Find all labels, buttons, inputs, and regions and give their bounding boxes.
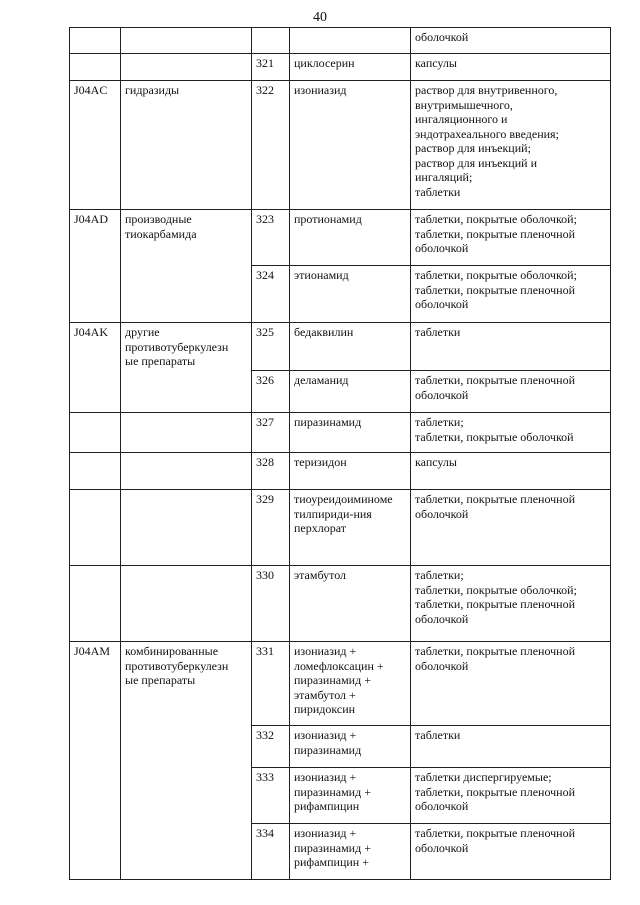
atc-code-cell <box>70 54 121 81</box>
drug-name-cell: изониазид <box>290 81 411 210</box>
group-cell <box>121 413 252 453</box>
drug-name-cell: тиоуреидоиминоме тилпириди-ния перхлорат <box>290 490 411 566</box>
dosage-form-cell: таблетки <box>411 323 611 371</box>
drug-name-cell: протионамид <box>290 210 411 266</box>
table-row <box>70 266 611 323</box>
item-number-cell: 327 <box>252 413 290 453</box>
item-number-cell <box>252 28 290 54</box>
dosage-form-cell: таблетки, покрытые пленочной оболочкой <box>411 371 611 413</box>
atc-code-cell <box>70 266 121 323</box>
group-cell <box>121 371 252 413</box>
atc-code-cell <box>70 768 121 824</box>
drug-name-cell: деламанид <box>290 371 411 413</box>
dosage-form-cell: таблетки, покрытые пленочной оболочкой <box>411 642 611 726</box>
drug-name-cell: этионамид <box>290 266 411 323</box>
drug-name-cell: бедаквилин <box>290 323 411 371</box>
table-row <box>70 453 611 490</box>
dosage-form-cell: таблетки, покрытые пленочной оболочкой <box>411 490 611 566</box>
dosage-form-cell: капсулы <box>411 54 611 81</box>
atc-code-cell <box>70 726 121 768</box>
drug-name-cell: изониазид + пиразинамид <box>290 726 411 768</box>
page-number: 40 <box>313 10 327 25</box>
item-number-cell: 325 <box>252 323 290 371</box>
dosage-form-cell: оболочкой <box>411 28 611 54</box>
drug-name-cell: этамбутол <box>290 566 411 642</box>
dosage-form-cell: таблетки, покрытые оболочкой; таблетки, покрытые пленочной оболочкой <box>411 266 611 323</box>
table-row <box>70 413 611 453</box>
item-number-cell: 324 <box>252 266 290 323</box>
item-number-cell: 331 <box>252 642 290 726</box>
group-cell: комбинированные противотуберкулезн ые препараты <box>121 642 252 726</box>
group-cell <box>121 824 252 880</box>
item-number-cell: 333 <box>252 768 290 824</box>
table-row <box>70 81 611 210</box>
item-number-cell: 330 <box>252 566 290 642</box>
atc-code-cell <box>70 490 121 566</box>
table-row <box>70 323 611 371</box>
atc-code-cell <box>70 566 121 642</box>
table-row <box>70 768 611 824</box>
group-cell <box>121 28 252 54</box>
drug-name-cell: изониазид + пиразинамид + рифампицин + <box>290 824 411 880</box>
group-cell <box>121 566 252 642</box>
dosage-form-cell: таблетки <box>411 726 611 768</box>
table-row <box>70 824 611 880</box>
dosage-form-cell: капсулы <box>411 453 611 490</box>
atc-code-cell <box>70 371 121 413</box>
dosage-form-cell: таблетки; таблетки, покрытые оболочкой <box>411 413 611 453</box>
atc-code-cell: J04AD <box>70 210 121 266</box>
drug-table <box>69 27 611 880</box>
atc-code-cell: J04AC <box>70 81 121 210</box>
dosage-form-cell: раствор для внутривенного, внутримышечного, ингаляционного и эндотрахеального введения; раствор для инъекций; раствор для инъекций и ингаляций; таблетки <box>411 81 611 210</box>
drug-name-cell: изониазид + ломефлоксацин + пиразинамид + этамбутол + пиридоксин <box>290 642 411 726</box>
atc-code-cell: J04AK <box>70 323 121 371</box>
group-cell: производные тиокарбамида <box>121 210 252 266</box>
group-cell: гидразиды <box>121 81 252 210</box>
dosage-form-cell: таблетки диспергируемые; таблетки, покрытые пленочной оболочкой <box>411 768 611 824</box>
group-cell <box>121 726 252 768</box>
drug-name-cell: теризидон <box>290 453 411 490</box>
group-cell <box>121 266 252 323</box>
table-row <box>70 490 611 566</box>
atc-code-cell <box>70 824 121 880</box>
dosage-form-cell: таблетки, покрытые оболочкой; таблетки, покрытые пленочной оболочкой <box>411 210 611 266</box>
item-number-cell: 328 <box>252 453 290 490</box>
table-row <box>70 726 611 768</box>
item-number-cell: 329 <box>252 490 290 566</box>
table-row <box>70 28 611 54</box>
group-cell: другие противотуберкулезн ые препараты <box>121 323 252 371</box>
dosage-form-cell: таблетки, покрытые пленочной оболочкой <box>411 824 611 880</box>
table-row <box>70 566 611 642</box>
drug-name-cell: изониазид + пиразинамид + рифампицин <box>290 768 411 824</box>
table-row <box>70 210 611 266</box>
group-cell <box>121 453 252 490</box>
table-row <box>70 642 611 726</box>
group-cell <box>121 490 252 566</box>
drug-name-cell: пиразинамид <box>290 413 411 453</box>
dosage-form-cell: таблетки; таблетки, покрытые оболочкой; таблетки, покрытые пленочной оболочкой <box>411 566 611 642</box>
item-number-cell: 332 <box>252 726 290 768</box>
drug-name-cell: циклосерин <box>290 54 411 81</box>
table-row <box>70 371 611 413</box>
item-number-cell: 322 <box>252 81 290 210</box>
atc-code-cell <box>70 28 121 54</box>
group-cell <box>121 768 252 824</box>
atc-code-cell: J04AM <box>70 642 121 726</box>
drug-name-cell <box>290 28 411 54</box>
item-number-cell: 323 <box>252 210 290 266</box>
item-number-cell: 321 <box>252 54 290 81</box>
atc-code-cell <box>70 413 121 453</box>
table-row <box>70 54 611 81</box>
item-number-cell: 334 <box>252 824 290 880</box>
atc-code-cell <box>70 453 121 490</box>
item-number-cell: 326 <box>252 371 290 413</box>
group-cell <box>121 54 252 81</box>
